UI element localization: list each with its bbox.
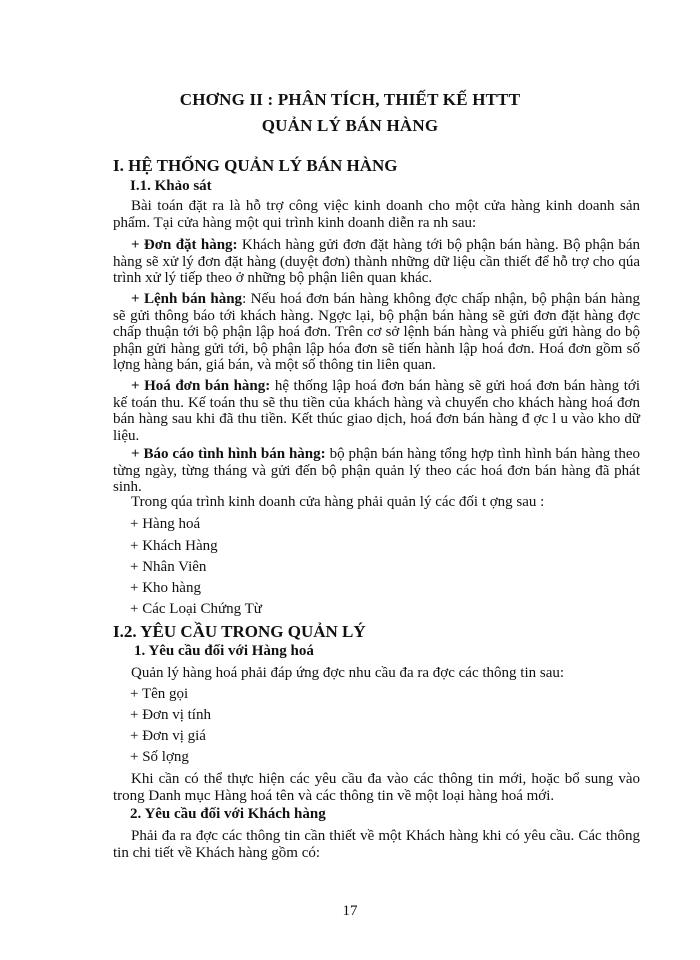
chapter-title-line2: QUẢN LÝ BÁN HÀNG [261, 116, 439, 135]
manage-item: + Hàng hoá [130, 516, 201, 532]
req2-heading: 2. Yêu cầu đối với Khách hàng [130, 806, 326, 822]
manage-item: + Nhân Viên [130, 559, 207, 575]
section1-heading: I. HỆ THỐNG QUẢN LÝ BÁN HÀNG [113, 156, 398, 175]
command-paragraph [113, 291, 640, 374]
section1-1-heading: I.1. Khảo sát [130, 178, 212, 194]
req1-heading: 1. Yêu cầu đối với Hàng hoá [134, 643, 314, 659]
req2-paragraph: Phải đa ra đợc các thông tin cần thiết về một Khách hàng khi có yêu cầu. Các thông tin chi tiết về Khách hàng gồm có: [113, 828, 640, 861]
manage-intro: Trong qúa trình kinh doanh cửa hàng phải quản lý các đối t ợng sau : [131, 494, 545, 510]
req1-item: + Tên gọi [130, 686, 189, 702]
section1-2-heading: I.2. YÊU CẦU TRONG QUẢN LÝ [113, 622, 366, 641]
chapter-title-line1: CHƠNG II : PHÂN TÍCH, THIẾT KẾ HTTT [179, 90, 521, 109]
req1-item: + Đơn vị giá [130, 728, 206, 744]
report-lead: + Báo cáo tình hình bán hàng: [131, 446, 326, 462]
req1-paragraph: Khi cần có thể thực hiện các yêu cầu đa vào các thông tin mới, hoặc bổ sung vào trong Danh mục Hàng hoá tên và các thông tin về một loại hàng hoá mới. [113, 771, 640, 804]
manage-item: + Khách Hàng [130, 538, 218, 554]
manage-item: + Các Loại Chứng Từ [130, 601, 262, 617]
order-lead: + Đơn đặt hàng: [131, 237, 238, 253]
req1-item: + Số lợng [130, 749, 189, 765]
req1-intro: Quản lý hàng hoá phải đáp ứng đợc nhu cầu đa ra đợc các thông tin sau: [131, 665, 565, 681]
command-text: : Nếu hoá đơn bán hàng không đợc chấp nhận, bộ phận bán hàng sẽ gửi thông báo tới khách hàng. Ngợc lại, bộ phận bán hàng sẽ gửi đơn đặt hàng đợc chấp thuận tới bộ phận lập hoá đơn. Trên cơ sở lệnh bán hàng và phiếu gửi hàng do bộ phận gửi hàng gửi tới, bộ phận lập hóa đơn sẽ tiến hành lập hoá đơn. Hoá đơn gồm số lợng hàng bán, giá bán, và một số thông tin liên quan. [113, 291, 640, 373]
order-text: Khách hàng gửi đơn đặt hàng tới bộ phận bán hàng. Bộ phận bán hàng sẽ xử lý đơn đặt hàng (duyệt đơn) thành những dữ liệu cần thiết để hỗ trợ cho qúa trình xử lý tiếp theo ở những bộ phận liên quan khác. [113, 237, 640, 286]
invoice-paragraph [113, 378, 640, 444]
intro-paragraph: Bài toán đặt ra là hỗ trợ công việc kinh doanh cho một cửa hàng kinh doanh sản phẩm. Tại cửa hàng một qui trình kinh doanh diễn ra nh sau: [113, 198, 640, 231]
order-paragraph [113, 237, 640, 287]
manage-item: + Kho hàng [130, 580, 201, 596]
req1-item: + Đơn vị tính [130, 707, 211, 723]
report-text: bộ phận bán hàng tổng hợp tình hình bán hàng theo từng ngày, từng tháng và gửi đến bộ phận quản lý theo các hoá đơn bán hàng đã phát sinh. [113, 446, 641, 495]
command-lead: + Lệnh bán hàng [131, 291, 243, 307]
report-paragraph [113, 446, 640, 496]
invoice-text: hệ thống lập hoá đơn bán hàng sẽ gửi hoá đơn bán hàng tới kế toán thu. Kế toán thu sẽ thu tiền của khách hàng và chuyển cho khách hàng hoá đơn bán hàng sau khi đã thu tiền. Kết thúc giao dịch, hoá đơn bán hàng đ ợc l u vào kho dữ liệu. [113, 378, 640, 444]
page-number: 17 [342, 903, 358, 919]
invoice-lead: + Hoá đơn bán hàng: [131, 378, 271, 394]
